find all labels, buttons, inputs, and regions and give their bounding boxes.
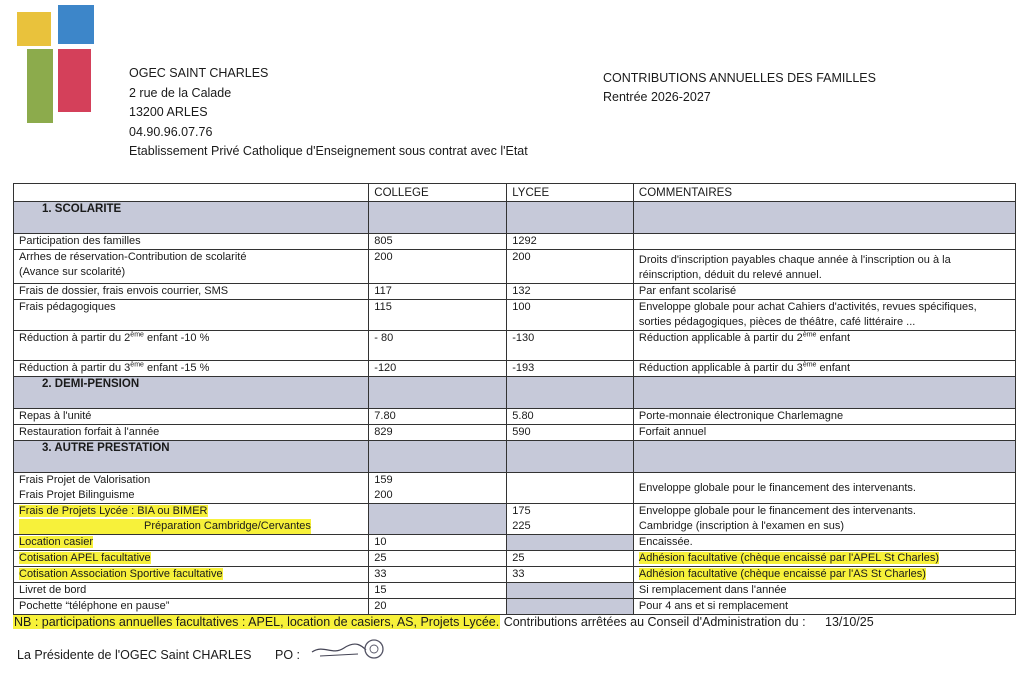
row-label: Cotisation APEL facultative — [14, 551, 369, 567]
row-label: Arrhes de réservation-Contribution de scolarité (Avance sur scolarité) — [14, 250, 369, 284]
comment: Si remplacement dans l'année — [633, 583, 1015, 599]
header-blank — [14, 184, 369, 202]
college-value: 829 — [369, 425, 507, 441]
contributions-table — [13, 183, 1016, 615]
table-row — [14, 535, 1016, 551]
row-label: Pochette “téléphone en pause” — [14, 599, 369, 615]
logo-blue-square — [58, 5, 94, 44]
comment: Forfait annuel — [633, 425, 1015, 441]
table-row — [14, 300, 1016, 331]
lycee-value: 1292 — [507, 234, 634, 250]
lycee-value: 200 — [507, 250, 634, 284]
address-line-1: 2 rue de la Calade — [129, 85, 232, 100]
college-value: 117 — [369, 284, 507, 300]
signature-stamp-icon — [310, 632, 390, 668]
lycee-value — [507, 599, 634, 615]
college-value — [369, 504, 507, 535]
college-value: -120 — [369, 361, 507, 377]
lycee-value: 33 — [507, 567, 634, 583]
comment — [633, 234, 1015, 250]
table-row — [14, 599, 1016, 615]
comment: Pour 4 ans et si remplacement — [633, 599, 1015, 615]
college-value: 25 — [369, 551, 507, 567]
table-row — [14, 473, 1016, 504]
comment: Réduction applicable à partir du 2ème enfant — [633, 331, 1015, 361]
phone-number: 04.90.96.07.76 — [129, 124, 213, 139]
header-comments: COMMENTAIRES — [633, 184, 1015, 202]
college-value: - 80 — [369, 331, 507, 361]
comment: Encaissée. — [633, 535, 1015, 551]
row-label: Repas à l'unité — [14, 409, 369, 425]
lycee-value: -193 — [507, 361, 634, 377]
logo-yellow-square — [17, 12, 51, 46]
college-value: 7.80 — [369, 409, 507, 425]
board-date: 13/10/25 — [825, 615, 874, 629]
comment: Adhésion facultative (chèque encaissé par l'AS St Charles) — [633, 567, 1015, 583]
document-subtitle: Rentrée 2026-2027 — [603, 90, 711, 104]
header-college: COLLEGE — [369, 184, 507, 202]
footnote-highlight: NB : participations annuelles facultatives : APEL, location de casiers, AS, Projets Lycée. — [14, 615, 500, 629]
comment: Enveloppe globale pour achat Cahiers d'activités, revues spécifiques, sorties pédagogiques, pièces de théâtre, café littéraire ... — [633, 300, 1015, 331]
college-value: 200 — [369, 250, 507, 284]
lycee-value — [507, 473, 634, 504]
row-label: Restauration forfait à l'année — [14, 425, 369, 441]
po-label: PO : — [275, 648, 301, 662]
header-lycee: LYCEE — [507, 184, 634, 202]
table-row — [14, 250, 1016, 284]
footnote-text: Contributions arrêtées au Conseil d'Administration du : — [500, 615, 806, 629]
college-value: 115 — [369, 300, 507, 331]
table-row — [14, 361, 1016, 377]
row-label: Cotisation Association Sportive facultative — [14, 567, 369, 583]
comment: Par enfant scolarisé — [633, 284, 1015, 300]
status-line: Etablissement Privé Catholique d'Enseignement sous contrat avec l'Etat — [129, 144, 528, 158]
org-name: OGEC SAINT CHARLES — [129, 66, 269, 80]
section-row-scolarite — [14, 202, 1016, 234]
row-label: Frais de Projets Lycée : BIA ou BIMER Préparation Cambridge/Cervantes — [14, 504, 369, 535]
table-row — [14, 504, 1016, 535]
lycee-value — [507, 583, 634, 599]
section-row-demi-pension — [14, 377, 1016, 409]
lycee-value: -130 — [507, 331, 634, 361]
table-row — [14, 551, 1016, 567]
row-label: Réduction à partir du 3ème enfant -15 % — [14, 361, 369, 377]
section-title: 3. AUTRE PRESTATION — [14, 441, 369, 473]
table-row — [14, 331, 1016, 361]
lycee-value: 132 — [507, 284, 634, 300]
section-title: 2. DEMI-PENSION — [14, 377, 369, 409]
comment: Réduction applicable à partir du 3ème enfant — [633, 361, 1015, 377]
address-line-2: 13200 ARLES — [129, 105, 208, 119]
document-title: CONTRIBUTIONS ANNUELLES DES FAMILLES — [603, 71, 876, 85]
comment: Porte-monnaie électronique Charlemagne — [633, 409, 1015, 425]
table-row — [14, 567, 1016, 583]
row-label: Participation des familles — [14, 234, 369, 250]
table-row — [14, 583, 1016, 599]
lycee-value: 100 — [507, 300, 634, 331]
row-label: Frais de dossier, frais envois courrier, SMS — [14, 284, 369, 300]
college-value: 20 — [369, 599, 507, 615]
row-label: Frais pédagogiques — [14, 300, 369, 331]
table-header-row — [14, 184, 1016, 202]
signatory: La Présidente de l'OGEC Saint CHARLES — [17, 648, 252, 662]
row-label: Réduction à partir du 2ème enfant -10 % — [14, 331, 369, 361]
lycee-value: 175 225 — [507, 504, 634, 535]
lycee-value: 590 — [507, 425, 634, 441]
row-label: Frais Projet de Valorisation Frais Projet Bilinguisme — [14, 473, 369, 504]
comment: Enveloppe globale pour le financement des intervenants. — [633, 473, 1015, 504]
table-row — [14, 234, 1016, 250]
document-title-block — [603, 69, 876, 107]
row-label: Location casier — [14, 535, 369, 551]
table-row — [14, 425, 1016, 441]
lycee-value: 5.80 — [507, 409, 634, 425]
footnote — [13, 615, 874, 629]
logo-green-bar — [27, 49, 53, 123]
college-value: 15 — [369, 583, 507, 599]
logo-red-bar — [58, 49, 91, 112]
lycee-value: 25 — [507, 551, 634, 567]
comment: Enveloppe globale pour le financement des intervenants. Cambridge (inscription à l'examen en sus) — [633, 504, 1015, 535]
table-row — [14, 284, 1016, 300]
college-value: 805 — [369, 234, 507, 250]
row-label: Livret de bord — [14, 583, 369, 599]
table-row — [14, 409, 1016, 425]
section-row-autre-prestation — [14, 441, 1016, 473]
organisation-address — [129, 64, 528, 162]
college-value: 10 — [369, 535, 507, 551]
section-title: 1. SCOLARITE — [14, 202, 369, 234]
comment: Adhésion facultative (chèque encaissé par l'APEL St Charles) — [633, 551, 1015, 567]
lycee-value — [507, 535, 634, 551]
college-value: 33 — [369, 567, 507, 583]
comment: Droits d'inscription payables chaque année à l'inscription ou à la réinscription, déduit du relevé annuel. — [633, 250, 1015, 284]
college-value: 159 200 — [369, 473, 507, 504]
